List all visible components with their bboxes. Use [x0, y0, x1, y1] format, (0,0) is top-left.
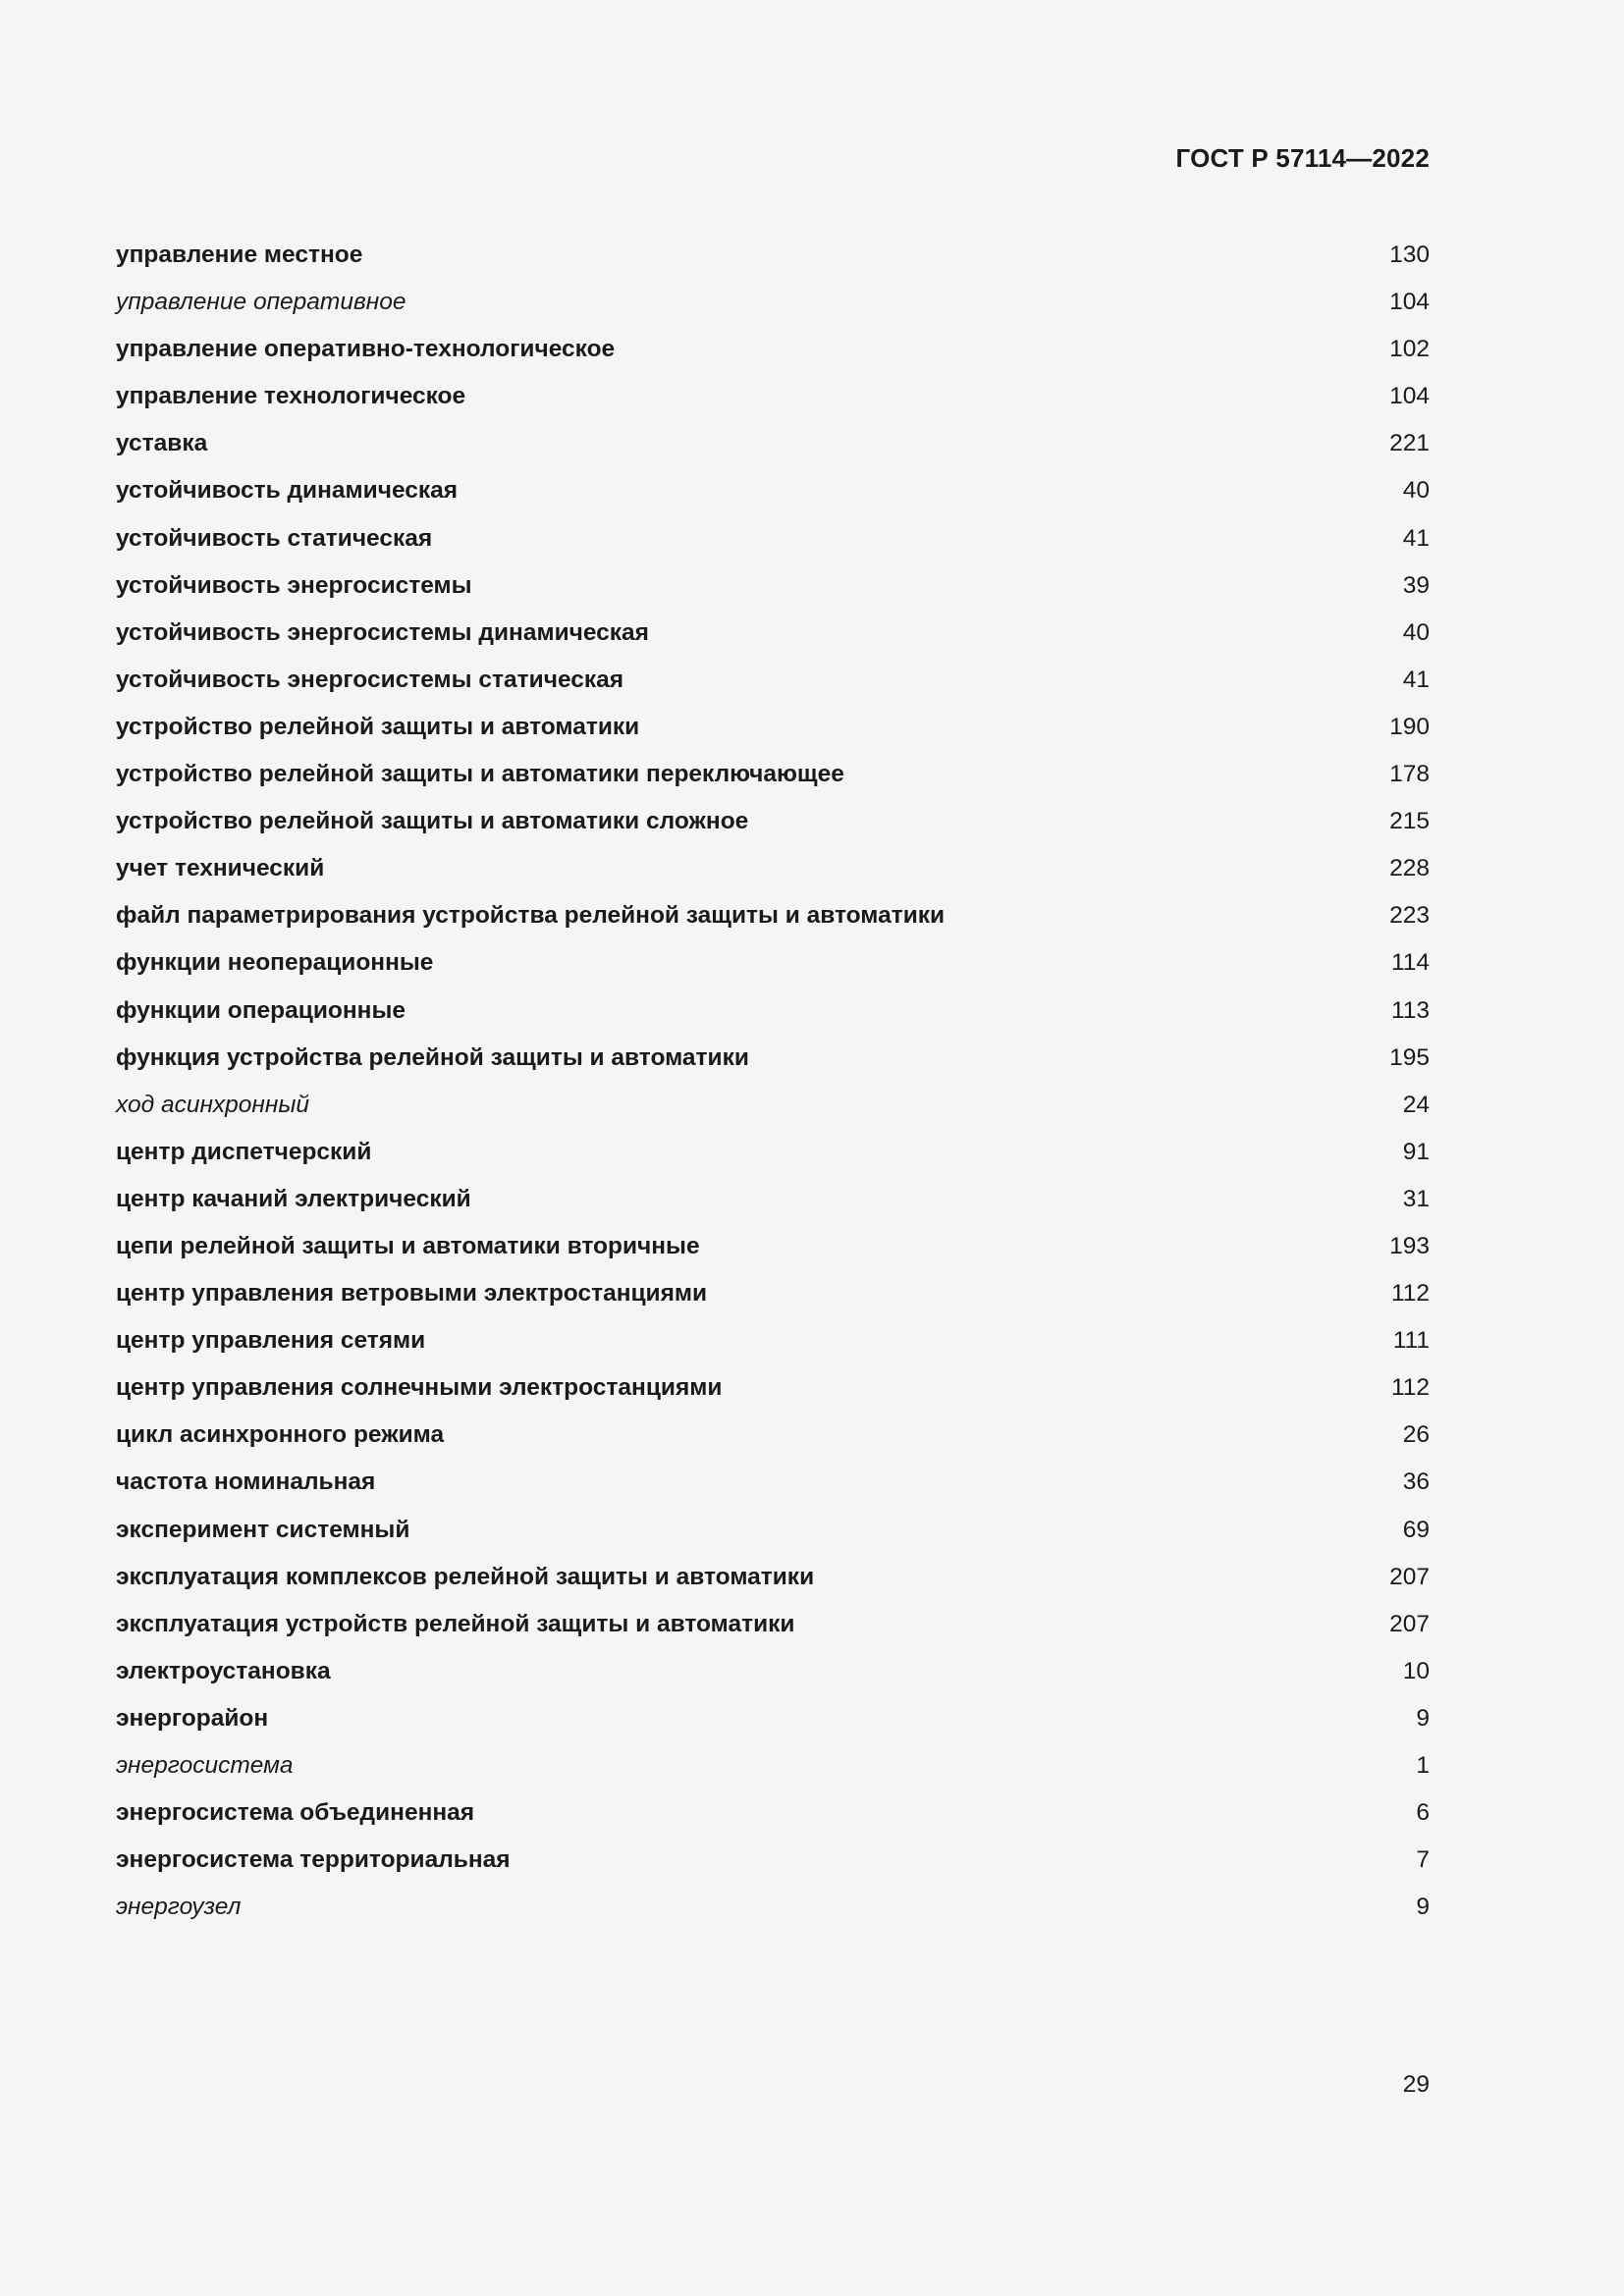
index-term: цепи релейной защиты и автоматики вторичные	[116, 1232, 700, 1259]
index-term-number: 207	[1389, 1563, 1430, 1590]
index-term: управление местное	[116, 241, 363, 268]
index-term-number: 69	[1402, 1516, 1430, 1543]
index-term-number: 9	[1416, 1894, 1430, 1921]
index-entry	[116, 566, 1430, 614]
index-entry	[116, 614, 1430, 661]
index-term-number: 223	[1389, 902, 1430, 930]
index-entry	[116, 1746, 1430, 1793]
index-entry	[116, 1086, 1430, 1133]
index-term-number: 26	[1402, 1421, 1430, 1449]
index-term-number: 130	[1389, 241, 1430, 268]
index-term: управление технологическое	[116, 383, 466, 410]
index-entry	[116, 849, 1430, 896]
index-term: функции операционные	[116, 996, 406, 1024]
page-number: 29	[1402, 2071, 1430, 2098]
index-entry	[116, 1605, 1430, 1652]
index-term-number: 1	[1416, 1752, 1430, 1779]
index-term: устойчивость статическая	[116, 524, 433, 552]
index-term: электроустановка	[116, 1657, 331, 1684]
index-term-number: 112	[1390, 1280, 1430, 1308]
index-term-number: 41	[1402, 666, 1430, 693]
index-term: устройство релейной защиты и автоматики	[116, 713, 640, 740]
index-term-number: 228	[1389, 855, 1430, 882]
index-term-number: 40	[1402, 477, 1430, 505]
document-code-header: ГОСТ Р 57114—2022	[1175, 143, 1430, 173]
index-term: управление оперативно-технологическое	[116, 336, 616, 363]
index-term-number: 7	[1416, 1846, 1430, 1874]
index-term: устройство релейной защиты и автоматики переключающее	[116, 761, 844, 788]
index-term: функции неоперационные	[116, 949, 434, 977]
index-entry	[116, 1793, 1430, 1841]
index-entry	[116, 1415, 1430, 1463]
index-term: устройство релейной защиты и автоматики сложное	[116, 808, 749, 835]
index-term: частота номинальная	[116, 1468, 376, 1496]
index-term-number: 10	[1402, 1657, 1430, 1684]
index-term: энергорайон	[116, 1704, 269, 1732]
index-entry	[116, 1180, 1430, 1227]
index-term-number: 207	[1389, 1610, 1430, 1637]
index-term: устойчивость энергосистемы статическая	[116, 666, 624, 693]
index-entry	[116, 755, 1430, 802]
index-entry	[116, 236, 1430, 283]
index-entry	[116, 896, 1430, 943]
index-entry	[116, 519, 1430, 566]
index-term-number: 9	[1416, 1704, 1430, 1732]
index-term-number: 221	[1389, 430, 1430, 457]
index-term-number: 31	[1402, 1185, 1430, 1212]
index-term: файл параметрирования устройства релейной защиты и автоматики	[116, 902, 946, 930]
index-term: устойчивость энергосистемы динамическая	[116, 618, 649, 646]
index-term-number: 102	[1389, 336, 1430, 363]
index-entry	[116, 991, 1430, 1039]
index-entry	[116, 377, 1430, 424]
index-entry	[116, 1652, 1430, 1699]
index-term: уставка	[116, 430, 208, 457]
index-term: учет технический	[116, 855, 325, 882]
index-term: энергоузел	[116, 1894, 242, 1921]
index-entry	[116, 1463, 1430, 1510]
index-entry	[116, 1841, 1430, 1888]
index-term-number: 91	[1402, 1138, 1430, 1165]
index-term: энергосистема территориальная	[116, 1846, 511, 1874]
index-entry	[116, 283, 1430, 330]
index-term-number: 190	[1389, 713, 1430, 740]
index-entry	[116, 1274, 1430, 1321]
index-term: цикл асинхронного режима	[116, 1421, 445, 1449]
index-term-number: 112	[1390, 1374, 1430, 1402]
index-entry	[116, 1558, 1430, 1605]
index-term-number: 178	[1389, 761, 1430, 788]
index-term: энергосистема объединенная	[116, 1799, 475, 1827]
index-term-number: 24	[1402, 1091, 1430, 1118]
index-entry	[116, 802, 1430, 849]
index-term-number: 114	[1390, 949, 1430, 977]
index-entry	[116, 1321, 1430, 1368]
index-term-number: 195	[1389, 1043, 1430, 1071]
index-term-number: 215	[1389, 808, 1430, 835]
index-entry	[116, 1133, 1430, 1180]
index-term: эксплуатация комплексов релейной защиты и автоматики	[116, 1563, 815, 1590]
index-term: центр управления солнечными электростанциями	[116, 1374, 723, 1402]
index-term: энергосистема	[116, 1752, 294, 1779]
index-entry	[116, 1888, 1430, 1935]
index-term-number: 111	[1392, 1327, 1430, 1355]
index-entry	[116, 1368, 1430, 1415]
index-term: центр управления ветровыми электростанциями	[116, 1280, 708, 1308]
index-term-number: 39	[1402, 571, 1430, 599]
index-entry	[116, 424, 1430, 471]
index-term: эксперимент системный	[116, 1516, 410, 1543]
index-term: устойчивость энергосистемы	[116, 571, 472, 599]
index-term-number: 104	[1389, 289, 1430, 316]
index-term: центр диспетчерский	[116, 1138, 372, 1165]
index-term-number: 40	[1402, 618, 1430, 646]
index-entry	[116, 1699, 1430, 1746]
index-entry	[116, 661, 1430, 708]
index-entry	[116, 708, 1430, 755]
index-entry	[116, 1039, 1430, 1086]
index-term-number: 193	[1389, 1232, 1430, 1259]
index-term: функция устройства релейной защиты и автоматики	[116, 1043, 749, 1071]
index-term: центр качаний электрический	[116, 1185, 471, 1212]
index-entry	[116, 1227, 1430, 1274]
index-term-number: 104	[1389, 383, 1430, 410]
index-term-number: 36	[1402, 1468, 1430, 1496]
index-term-number: 41	[1402, 524, 1430, 552]
index-term: управление оперативное	[116, 289, 406, 316]
index-term: центр управления сетями	[116, 1327, 426, 1355]
index-term: устойчивость динамическая	[116, 477, 459, 505]
index-term: ход асинхронный	[116, 1091, 310, 1118]
index-term-number: 113	[1390, 996, 1430, 1024]
index-entry	[116, 471, 1430, 518]
term-index-list	[116, 236, 1430, 1935]
index-entry	[116, 1511, 1430, 1558]
index-entry	[116, 943, 1430, 990]
index-entry	[116, 330, 1430, 377]
index-term: эксплуатация устройств релейной защиты и автоматики	[116, 1610, 795, 1637]
index-term-number: 6	[1416, 1799, 1430, 1827]
